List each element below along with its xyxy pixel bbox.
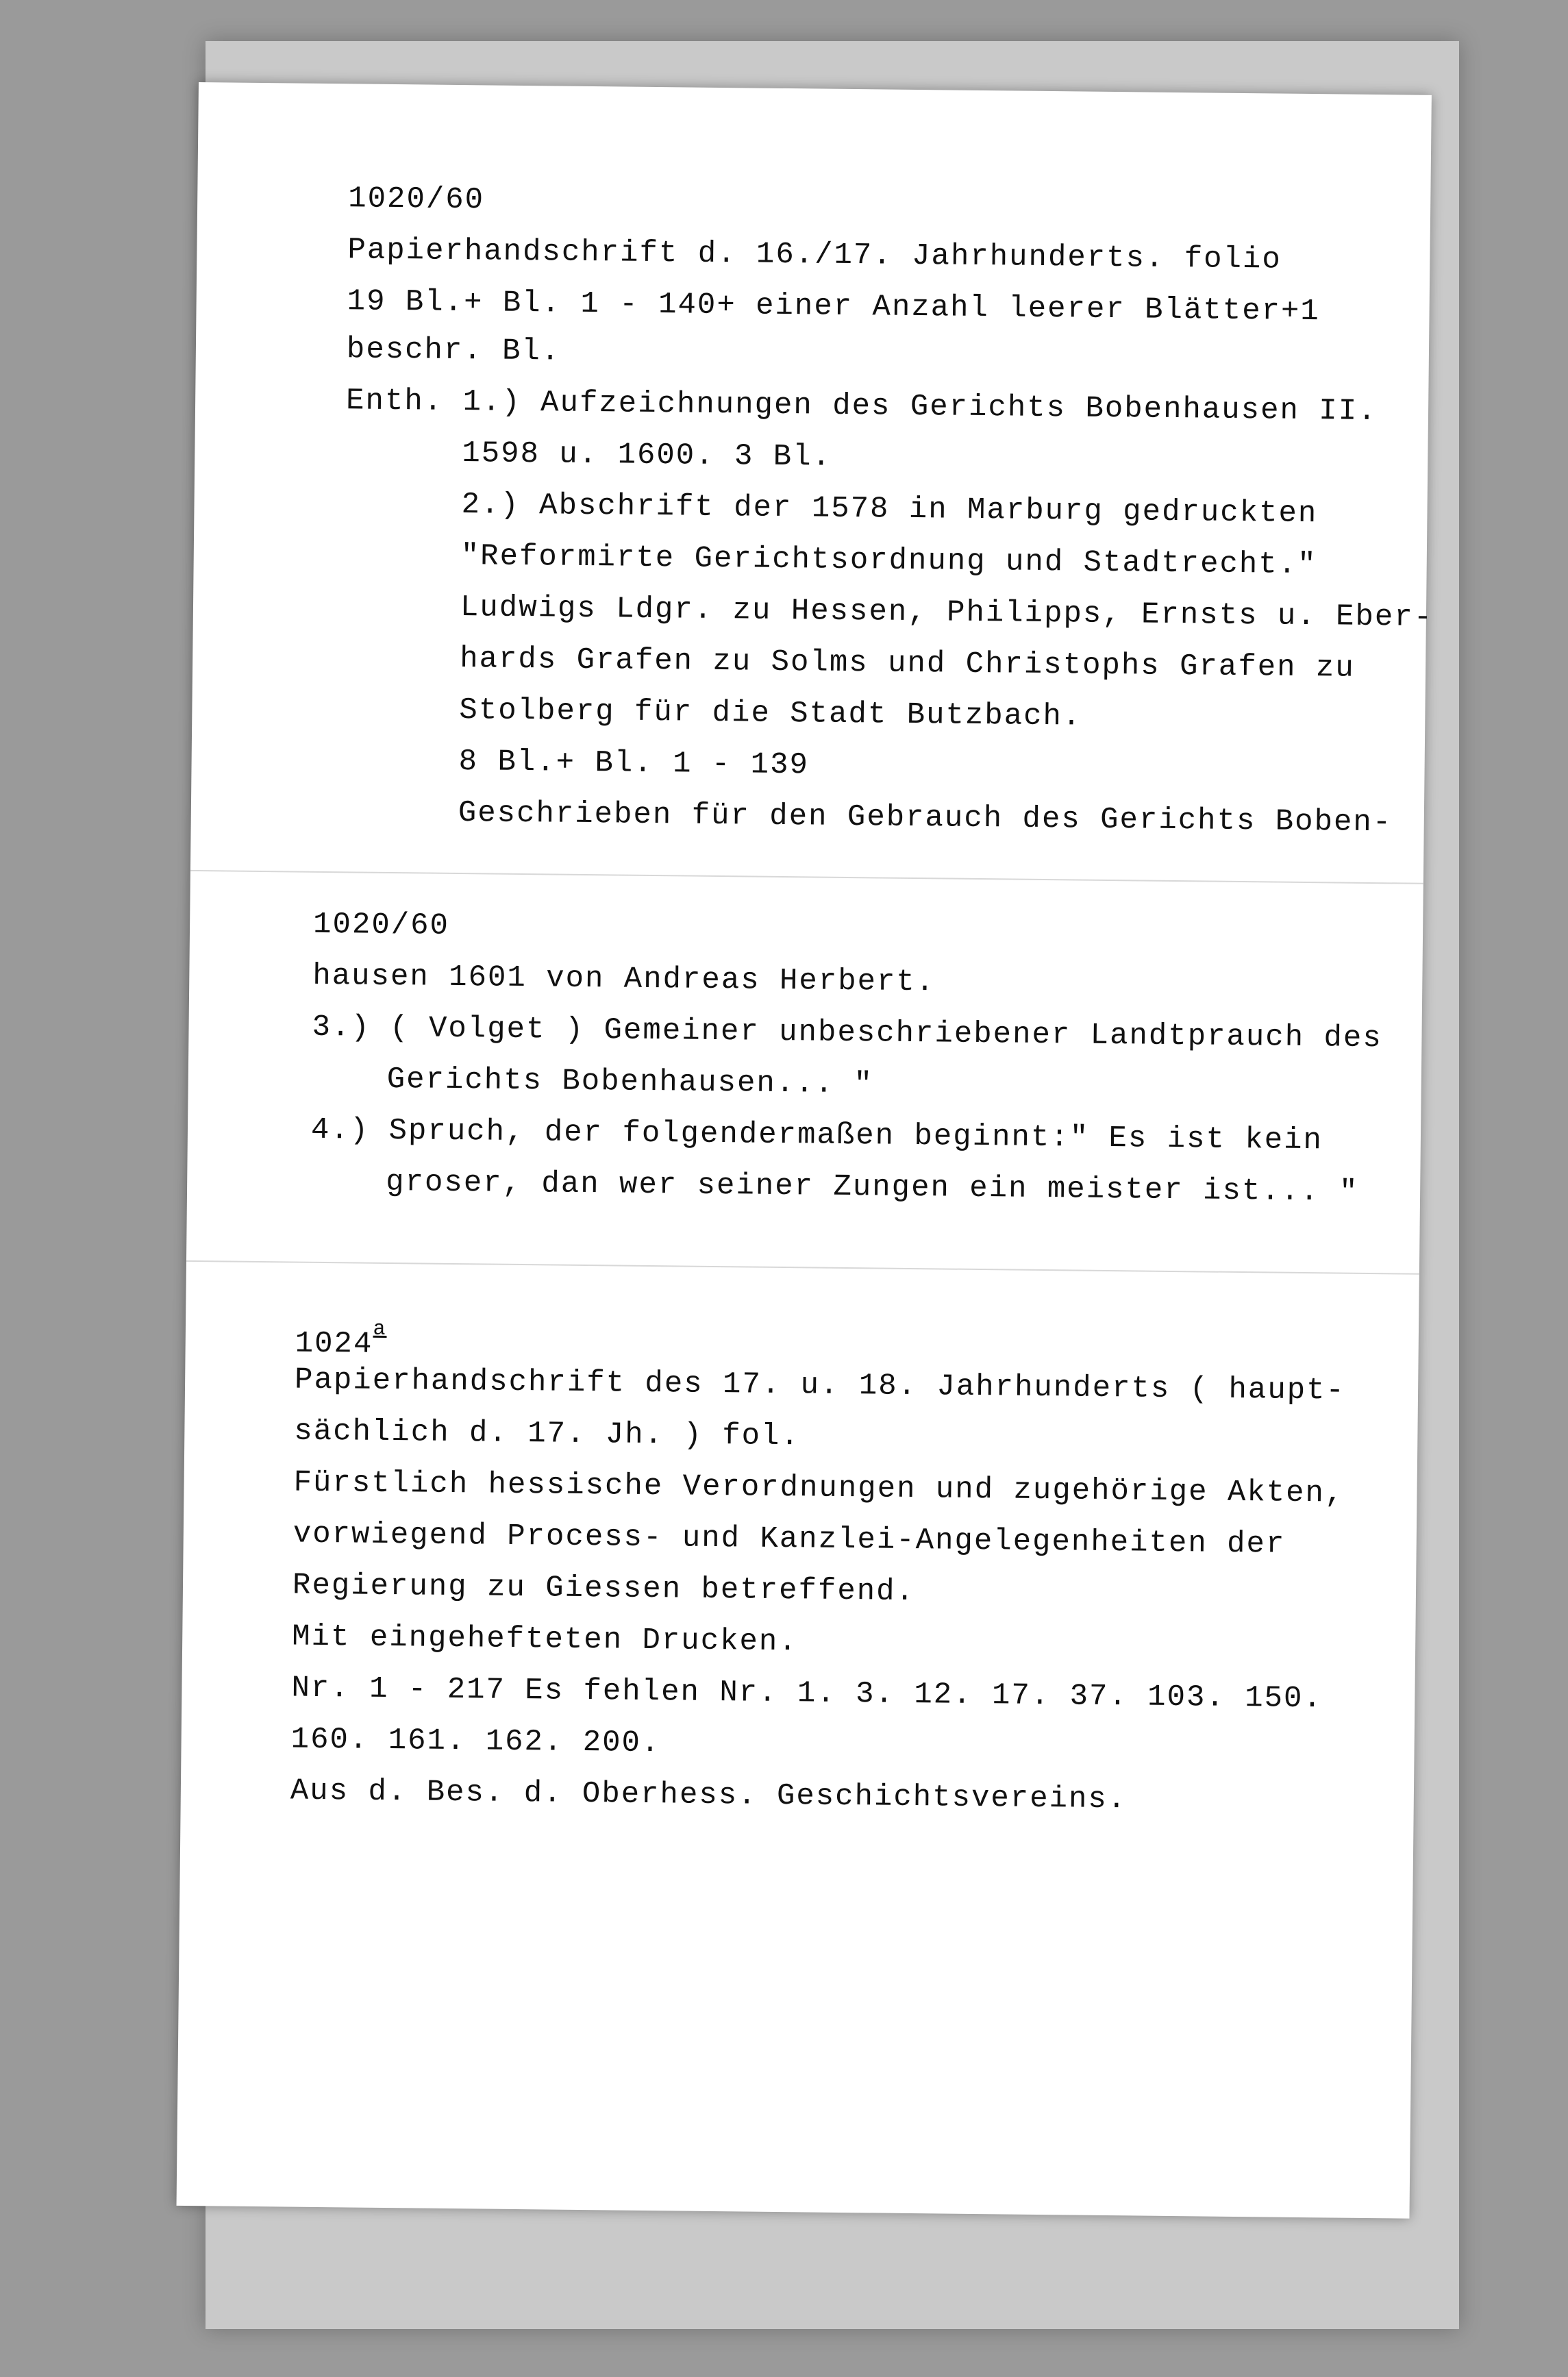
entry-line: 2.) Abschrift der 1578 in Marburg gedruckten [461, 488, 1318, 532]
index-card [177, 82, 1432, 2219]
entry-number: 1020/60 [347, 182, 485, 218]
entry-line: sächlich d. 17. Jh. ) fol. [294, 1414, 801, 1454]
entry-line: Mit eingehefteten Drucken. [291, 1619, 798, 1660]
entry-line: hards Grafen zu Solms und Christophs Grafen zu [459, 642, 1356, 686]
entry-number-superscript: a [373, 1317, 387, 1341]
entry-line: Fürstlich hessische Verordnungen und zugehörige Akten, [293, 1465, 1345, 1511]
entry-line: Enth. 1.) Aufzeichnungen des Gerichts Bobenhausen II. [345, 384, 1378, 430]
entry-line: 8 Bl.+ Bl. 1 - 139 [458, 745, 810, 783]
entry-line: 19 Bl.+ Bl. 1 - 140+ einer Anzahl leerer Blätter+1 [347, 284, 1321, 329]
entry-line: 160. 161. 162. 200. [290, 1722, 661, 1761]
entry-line: Geschrieben für den Gebrauch des Gerichts Boben- [458, 796, 1393, 841]
entry-number-main: 1024 [295, 1326, 373, 1362]
entry-line: Stolberg für die Stadt Butzbach. [459, 693, 1082, 734]
entry-line: Papierhandschrift des 17. u. 18. Jahrhunderts ( haupt- [294, 1362, 1346, 1408]
entry-number [295, 1310, 386, 1364]
entry-line: Gerichts Bobenhausen... " [386, 1062, 874, 1102]
entry-line: Nr. 1 - 217 Es fehlen Nr. 1. 3. 12. 17. 37. 103. 150. [291, 1671, 1323, 1717]
entry-line: hausen 1601 von Andreas Herbert. [312, 958, 936, 1000]
entry-number: 1020/60 [312, 907, 450, 943]
entry-line: "Reformirte Gerichtsordnung und Stadtrecht." [460, 539, 1317, 583]
entry-line: Aus d. Bes. d. Oberhess. Geschichtsvereins. [290, 1774, 1128, 1817]
entry-line: Papierhandschrift d. 16./17. Jahrhunderts. folio [347, 233, 1282, 277]
entry-line: Ludwigs Ldgr. zu Hessen, Philipps, Ernsts u. Eber- [460, 590, 1434, 635]
entry-line: 1598 u. 1600. 3 Bl. [462, 436, 832, 475]
card-separator [186, 1260, 1419, 1275]
entry-line: 4.) Spruch, der folgendermaßen beginnt:" Es ist kein [310, 1112, 1323, 1158]
entry-line: beschr. Bl. [346, 332, 561, 369]
entry-line: Regierung zu Giessen betreffend. [292, 1568, 916, 1610]
entry-line: vorwiegend Process- und Kanzlei-Angelegenheiten der [293, 1517, 1286, 1562]
entry-line: groser, dan wer seiner Zungen ein meister ist... " [385, 1165, 1359, 1210]
entry-line: 3.) ( Volget ) Gemeiner unbeschriebener Landtprauch des [312, 1010, 1382, 1056]
card-separator [190, 870, 1423, 884]
